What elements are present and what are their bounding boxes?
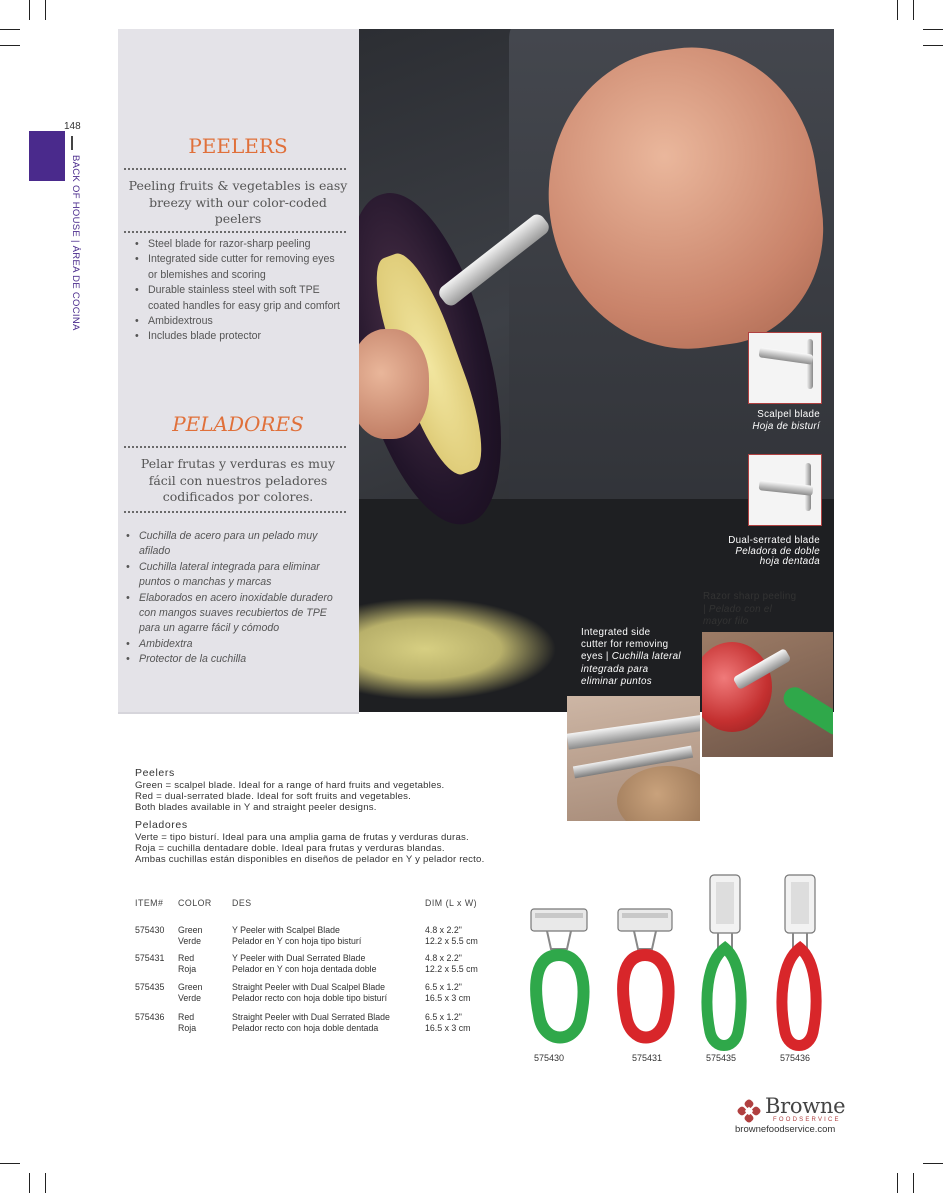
- dimension-cm: 12.2 x 5.5 cm: [425, 963, 478, 974]
- caption-side-en: Integrated side: [581, 627, 651, 638]
- crop-mark: [0, 1163, 20, 1164]
- caption-dual-en: Dual-serrated blade: [728, 535, 820, 546]
- scalpel-blade-photo: [748, 332, 822, 404]
- section-label: BACK OF HOUSE | ÁREA DE COCINA: [70, 155, 81, 331]
- color-es: Verde: [178, 935, 201, 946]
- caption-side-cutter: [581, 627, 701, 688]
- panel-divider: [118, 712, 359, 714]
- column-header-color: COLOR: [178, 898, 212, 908]
- feature-item: • Steel blade for razor-sharp peeling: [134, 237, 346, 252]
- color-en: Green: [178, 925, 203, 935]
- side-cutter-potato-photo: [567, 696, 700, 821]
- dimension-cm: 16.5 x 3 cm: [425, 992, 471, 1003]
- dimension-inches: 4.8 x 2.2": [425, 925, 462, 935]
- blade-edge: [759, 347, 814, 364]
- feature-item: • Ambidextra: [125, 637, 350, 652]
- feature-item: • Cuchilla de acero para un pelado muy afilado: [125, 529, 350, 560]
- crop-mark: [897, 1173, 898, 1193]
- note-line: Both blades available in Y and straight peeler designs.: [135, 802, 377, 813]
- column-header-dimensions: DIM (L x W): [425, 898, 478, 908]
- color-es: Roja: [178, 963, 197, 974]
- product-y-peeler-green: [525, 905, 595, 1050]
- dimension-inches: 4.8 x 2.2": [425, 953, 462, 963]
- browne-logo-mark-icon: [735, 1097, 763, 1125]
- note-line: Roja = cuchilla dentadare doble. Ideal para frutas y verduras blandas.: [135, 843, 445, 854]
- crop-mark: [897, 0, 898, 20]
- crop-mark: [29, 1173, 30, 1193]
- browne-logo: [735, 1094, 845, 1136]
- feature-item: • Elaborados en acero inoxidable duradero con mangos suaves recubiertos de TPE para un agarre fácil y cómodo: [125, 591, 350, 637]
- product-label: 575435: [706, 1053, 737, 1063]
- dotted-divider: [124, 231, 346, 233]
- dimension-inches: 6.5 x 1.2": [425, 1012, 462, 1022]
- crop-mark: [913, 1173, 914, 1193]
- caption-razor-es: | Pelado con el: [703, 603, 773, 615]
- item-number: 575435: [135, 982, 165, 992]
- description-en: Straight Peeler with Dual Serrated Blade: [232, 1012, 390, 1022]
- column-header-item: ITEM#: [135, 898, 164, 908]
- product-label: 575430: [534, 1053, 565, 1063]
- brand-tagline: FOODSERVICE: [773, 1117, 841, 1123]
- caption-side-en: cutter for removing: [581, 639, 669, 651]
- description-en: Y Peeler with Dual Serrated Blade: [232, 953, 366, 963]
- feature-item: • Ambidextrous: [134, 314, 346, 329]
- features-list-english: [134, 237, 346, 345]
- caption-dual-es: Peladora de doble: [735, 546, 820, 557]
- product-straight-peeler-green: [700, 872, 750, 1052]
- item-number: 575431: [135, 953, 165, 963]
- notes-spanish: [135, 820, 484, 865]
- crop-mark: [45, 1173, 46, 1193]
- feature-item: • Durable stainless steel with soft TPE coated handles for easy grip and comfort: [134, 283, 346, 314]
- page-number-rule: [71, 136, 73, 150]
- section-color-tab: [29, 131, 65, 181]
- page-number: 148: [64, 121, 81, 132]
- product-label: 575436: [780, 1053, 811, 1063]
- description-en: Straight Peeler with Dual Scalpel Blade: [232, 982, 386, 992]
- caption-side-en: eyes |: [581, 651, 609, 663]
- caption-razor-es: mayor filo: [703, 616, 749, 627]
- column-header-description: DES: [232, 898, 252, 908]
- description-es: Pelador en Y con hoja dentada doble: [232, 963, 377, 974]
- caption-side-es: eliminar puntos: [581, 675, 652, 687]
- notes-heading-english: Peelers: [135, 767, 175, 779]
- notes-english: [135, 768, 444, 813]
- potato-shape: [617, 766, 700, 821]
- intro-english: Peeling fruits & vegetables is easy breezy with our color-coded peelers: [128, 178, 348, 226]
- color-en: Red: [178, 1012, 195, 1022]
- feature-item: • Integrated side cutter for removing eyes or blemishes and scoring: [134, 252, 346, 283]
- brand-url: brownefoodservice.com: [735, 1124, 836, 1135]
- dotted-divider: [124, 511, 346, 513]
- description-es: Pelador recto con hoja doble tipo bisturí: [232, 992, 388, 1003]
- brand-name: Browne: [765, 1094, 846, 1118]
- note-line: Red = dual-serrated blade. Ideal for soft fruits and vegetables.: [135, 791, 411, 802]
- dotted-divider: [124, 446, 346, 448]
- caption-razor-sharp: [703, 591, 833, 629]
- product-y-peeler-red: [610, 905, 680, 1050]
- dual-serrated-blade-photo: [748, 454, 822, 526]
- item-number: 575436: [135, 1012, 165, 1022]
- note-line: Verte = tipo bisturí. Ideal para una amplia gama de frutas y verduras duras.: [135, 832, 469, 843]
- intro-spanish: Pelar frutas y verduras es muy fácil con nuestros peladores codificados por colores.: [140, 456, 336, 504]
- caption-dual-es: hoja dentada: [759, 556, 820, 567]
- features-list-spanish: [125, 529, 350, 668]
- item-number: 575430: [135, 925, 165, 935]
- title-spanish: PELADORES: [172, 412, 304, 436]
- note-line: Ambas cuchillas están disponibles en diseños de pelador en Y y pelador recto.: [135, 854, 485, 865]
- crop-mark: [29, 0, 30, 20]
- feature-item: • Cuchilla lateral integrada para eliminar puntos o manchas y marcas: [125, 560, 350, 591]
- caption-scalpel: [690, 409, 820, 433]
- razor-sharp-apple-photo: [702, 632, 833, 757]
- caption-razor-en: Razor sharp peeling: [703, 591, 797, 602]
- color-es: Roja: [178, 1022, 197, 1033]
- peeler-frame: [567, 714, 700, 749]
- caption-side-es: integrada para: [581, 663, 649, 675]
- crop-mark: [923, 1163, 943, 1164]
- left-hand-shape: [359, 329, 429, 439]
- crop-mark: [913, 0, 914, 20]
- product-straight-peeler-red: [775, 872, 825, 1052]
- notes-heading-spanish: Peladores: [135, 819, 188, 831]
- caption-scalpel-en: Scalpel blade: [757, 409, 820, 420]
- color-en: Green: [178, 982, 203, 992]
- color-es: Verde: [178, 992, 201, 1003]
- dimension-inches: 6.5 x 1.2": [425, 982, 462, 992]
- crop-mark: [45, 0, 46, 20]
- title-english: PEELERS: [188, 134, 288, 158]
- dimension-cm: 16.5 x 3 cm: [425, 1022, 471, 1033]
- description-es: Pelador recto con hoja doble dentada: [232, 1022, 379, 1033]
- dotted-divider: [124, 168, 346, 170]
- feature-item: • Includes blade protector: [134, 329, 346, 344]
- green-handle: [779, 683, 833, 739]
- description-es: Pelador en Y con hoja tipo bisturí: [232, 935, 362, 946]
- caption-scalpel-es: Hoja de bisturí: [752, 421, 820, 432]
- description-en: Y Peeler with Scalpel Blade: [232, 925, 340, 935]
- crop-mark: [923, 45, 943, 46]
- color-en: Red: [178, 953, 195, 963]
- peel-strips: [359, 589, 579, 709]
- crop-mark: [0, 29, 20, 30]
- dimension-cm: 12.2 x 5.5 cm: [425, 935, 478, 946]
- product-label: 575431: [632, 1053, 663, 1063]
- note-line: Green = scalpel blade. Ideal for a range of hard fruits and vegetables.: [135, 780, 445, 791]
- caption-side-es: Cuchilla lateral: [608, 651, 681, 663]
- caption-dual-serrated: [690, 535, 820, 567]
- feature-item: • Protector de la cuchilla: [125, 652, 350, 667]
- crop-mark: [923, 29, 943, 30]
- crop-mark: [0, 45, 20, 46]
